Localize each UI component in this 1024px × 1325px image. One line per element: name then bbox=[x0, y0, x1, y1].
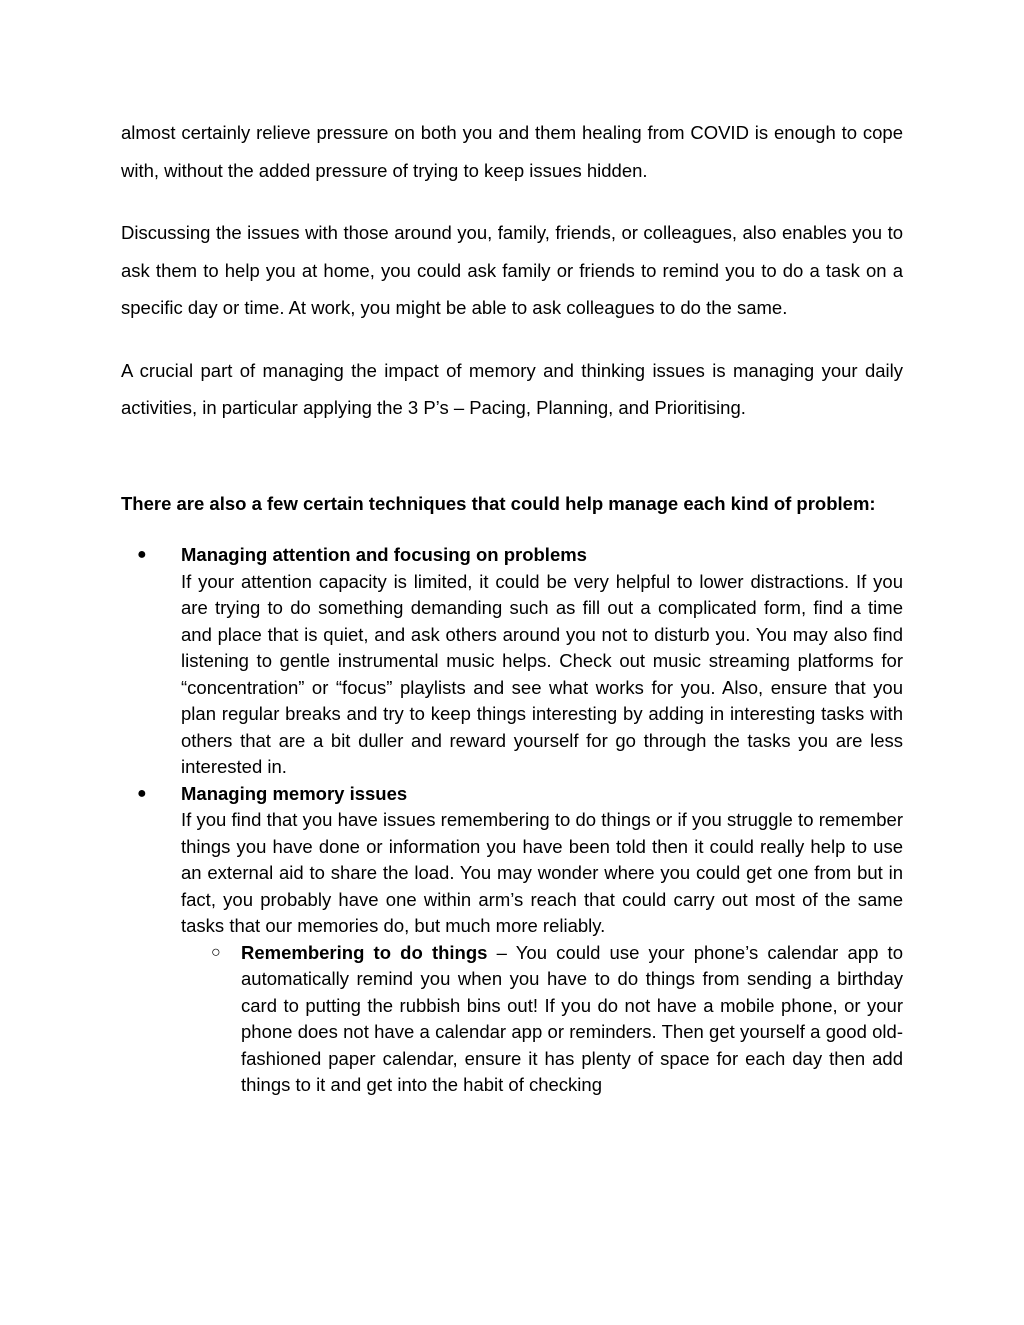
list-item-body: If you find that you have issues remembering to do things or if you struggle to remember things you have done or information you have been told then it could really help to use an external aid to share the load. You may wonder where you could get one from but in fact, you probably have one within arm’s reach that could carry out most of the same tasks that our memories do, but much more reliably. bbox=[181, 809, 903, 936]
sub-list bbox=[181, 940, 903, 1099]
list-item bbox=[121, 542, 903, 781]
sub-list-item-body: – You could use your phone’s calendar app to automatically remind you when you have to do things from sending a birthday card to putting the rubbish bins out! If you do not have a mobile phone, or your phone does not have a calendar app or reminders. Then get yourself a good old-fashioned paper calendar, ensure it has plenty of space for each day then add things to it and get into the habit of checking bbox=[241, 941, 903, 1095]
list-item-body: If your attention capacity is limited, it could be very helpful to lower distractions. If you are trying to do something demanding such as fill out a complicated form, find a time and place that is quiet, and ask others around you not to disturb you. You may also find listening to gentle instrumental music helps. Check out music streaming platforms for “concentration” or “focus” playlists and see what works for you. Also, ensure that you plan regular breaks and try to keep things interesting by adding in interesting tasks with others that are a bit duller and reward yourself for go through the tasks you are less interested in. bbox=[181, 570, 903, 777]
paragraph: A crucial part of managing the impact of memory and thinking issues is managing your daily activities, in particular applying the 3 P’s – Pacing, Planning, and Prioritising. bbox=[121, 359, 903, 418]
list-item-title: Managing attention and focusing on problems bbox=[181, 544, 587, 565]
list-item-title: Managing memory issues bbox=[181, 782, 408, 804]
sub-list-item-title: Remembering to do things bbox=[241, 941, 488, 963]
sub-list-item bbox=[181, 940, 903, 1099]
technique-list bbox=[121, 542, 903, 1099]
list-item bbox=[121, 781, 903, 1099]
bullet-icon: ● bbox=[137, 546, 147, 563]
document-page bbox=[121, 114, 903, 1099]
section-heading: There are also a few certain techniques that could help manage each kind of problem: bbox=[121, 492, 876, 514]
paragraph: Discussing the issues with those around you, family, friends, or colleagues, also enables you to ask them to help you at home, you could ask family or friends to remind you to do a task on a specific day or time. At work, you might be able to ask colleagues to do the same. bbox=[121, 222, 903, 318]
hollow-bullet-icon: ○ bbox=[211, 943, 221, 961]
bullet-icon: ● bbox=[137, 784, 147, 802]
paragraph: almost certainly relieve pressure on both you and them healing from COVID is enough to cope with, without the added pressure of trying to keep issues hidden. bbox=[121, 122, 903, 181]
